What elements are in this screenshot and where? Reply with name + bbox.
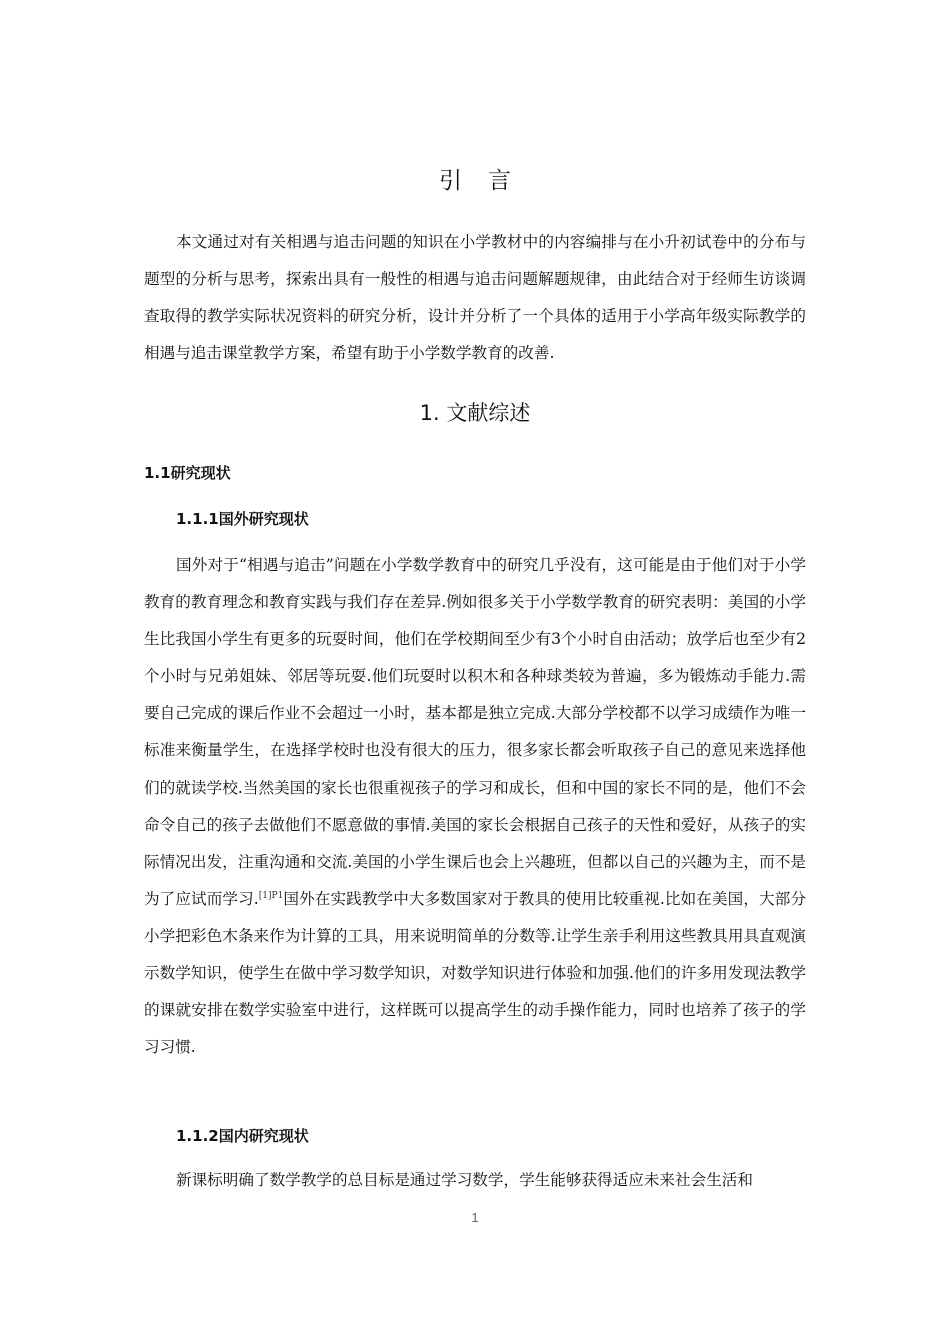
subsection-1-1-heading: 1.1研究现状	[144, 464, 231, 482]
page-number: 1	[471, 1210, 479, 1225]
section-1-heading: 1. 文献综述	[419, 401, 531, 425]
subsection-1-1-1-heading: 1.1.1国外研究现状	[176, 510, 309, 528]
citation-ref: [1]P1	[258, 890, 284, 901]
domestic-research-block	[144, 1162, 806, 1199]
foreign-research-text-b: 国外在实践教学中大多数国家对于教具的使用比较重视.比如在美国，大部分小学把彩色木条来作为计算的工具，用来说明简单的分数等.让学生亲手利用这些教具用具直观演示数学知识，使学生在做中学习数学知识，对数学知识进行体验和加强.他们的许多用发现法教学的课就安排在数学实验室中进行，这样既可以提高学生的动手操作能力，同时也培养了孩子的学习习惯.	[144, 889, 806, 1057]
foreign-research-text-a: 国外对于“相遇与追击”问题在小学数学教育中的研究几乎没有，这可能是由于他们对于小学教育的教育理念和教育实践与我们存在差异.例如很多关于小学数学教育的研究表明：美国的小学生比我国小学生有更多的玩耍时间，他们在学校期间至少有3个小时自由活动；放学后也至少有2个小时与兄弟姐妹、邻居等玩耍.他们玩耍时以积木和各种球类较为普遍，多为锻炼动手能力.需要自己完成的课后作业不会超过一小时，基本都是独立完成.大部分学校都不以学习成绩作为唯一标准来衡量学生，在选择学校时也没有很大的压力，很多家长都会听取孩子自己的意见来选择他们的就读学校.当然美国的家长也很重视孩子的学习和成长，但和中国的家长不同的是，他们不会命令自己的孩子去做他们不愿意做的事情.美国的家长会根据自己孩子的天性和爱好，从孩子的实际情况出发，注重沟通和交流.美国的小学生课后也会上兴趣班，但都以自己的兴趣为主，而不是为了应试而学习.	[144, 556, 806, 908]
foreign-research-block	[144, 547, 806, 1066]
domestic-research-paragraph: 新课标明确了数学教学的总目标是通过学习数学，学生能够获得适应未来社会生活和	[176, 1171, 753, 1189]
intro-heading: 引言	[439, 168, 537, 194]
intro-paragraph-block	[144, 224, 806, 372]
subsection-1-1-2-heading: 1.1.2国内研究现状	[176, 1127, 309, 1145]
intro-paragraph: 本文通过对有关相遇与追击问题的知识在小学教材中的内容编排与在小升初试卷中的分布与题型的分析与思考，探索出具有一般性的相遇与追击问题解题规律，由此结合对于经师生访谈调查取得的教学实际状况资料的研究分析，设计并分析了一个具体的适用于小学高年级实际教学的相遇与追击课堂教学方案，希望有助于小学数学教育的改善.	[144, 233, 806, 363]
foreign-research-paragraph	[144, 547, 806, 1066]
